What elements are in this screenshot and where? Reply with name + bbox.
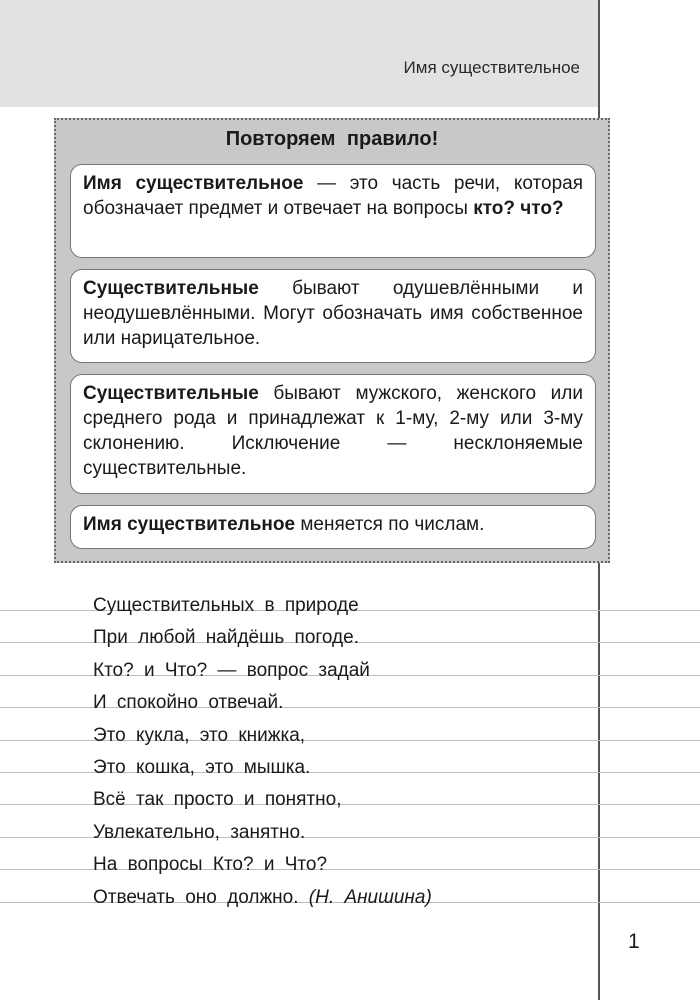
rule-text: меняется по числам. [295,514,485,535]
poem-line: Увлекательно, занятно. [93,821,306,843]
rule-text: бывают мужского, женского или среднего рода и принадлежат к 1-му, 2-му или 3-му склонению. Исключение — несклоняемые существительные. [83,383,583,479]
rule-term: Существительные [83,278,259,299]
poem-line: При любой найдёшь погоде. [93,627,359,649]
rule-heading: Повторяем правило! [225,128,439,150]
poem-author: (Н. Анишина) [308,886,432,908]
poem-line: Кто? и Что? — вопрос задай [93,659,370,681]
rule-card-definition [70,164,596,258]
rule-term: Имя существительное [83,514,296,535]
rule-card-animacy [70,269,596,363]
rule-text: — это часть речи, которая обозначает предмет и отвечает на вопросы [83,173,584,219]
poem-line: Всё так просто и понятно, [93,789,342,811]
rule-card-number [70,505,596,549]
poem-line: Это кошка, это мышка. [93,757,311,779]
poem-line: Отвечать оно должно. [93,886,299,908]
rule-questions: кто? что? [473,198,564,219]
rule-term: Существительные [83,383,259,404]
rule-text: бывают одушевлёнными и неодушевлёнными. Могут обозначать имя собственное или нарицательное. [83,278,583,349]
poem-line: Существительных в природе [93,595,359,616]
header-band [0,0,598,107]
poem-line: На вопросы Кто? и Что? [93,854,328,876]
page-number: 1 [628,930,640,953]
section-title: Имя существительное [403,58,580,77]
rule-card-gender [70,374,596,494]
poem-last-line [93,882,432,914]
poem [93,590,432,914]
rule-term: Имя существительное [83,173,304,194]
poem-line: Это кукла, это книжка, [93,724,306,746]
rule-box [54,118,610,563]
poem-line: И спокойно отвечай. [93,692,284,714]
